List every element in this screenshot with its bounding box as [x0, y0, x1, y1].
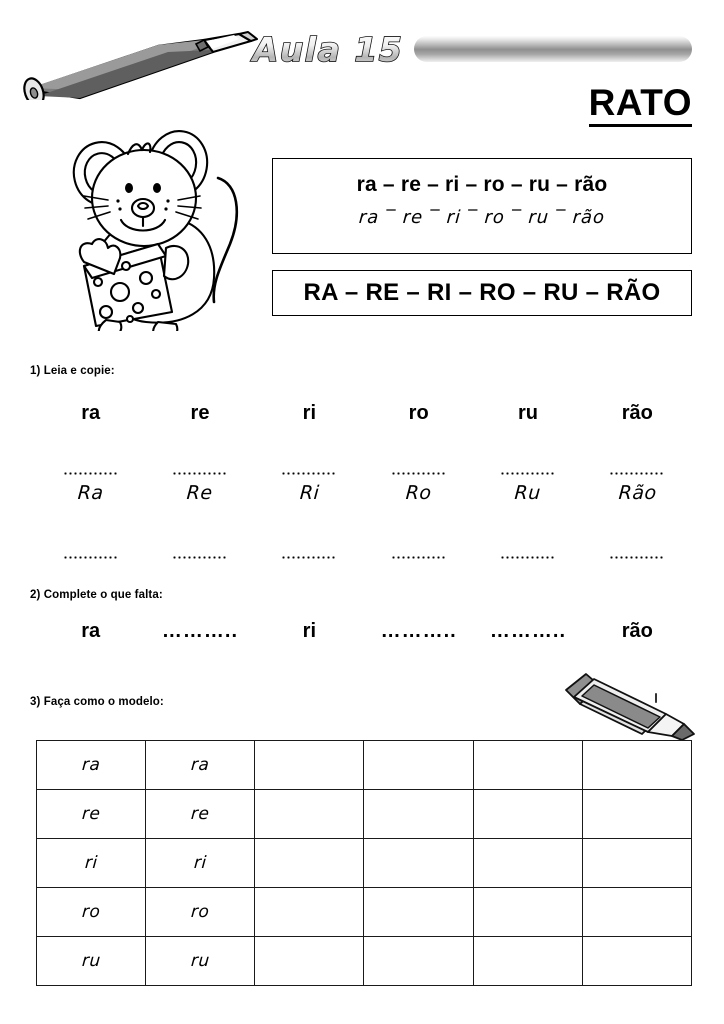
- writing-line[interactable]: [36, 546, 145, 564]
- syllable-print: ra: [81, 402, 101, 424]
- syllable-print: ru: [517, 402, 538, 424]
- exercise-1-heading: 1) Leia e copie:: [30, 365, 115, 377]
- syllable-box-uppercase: [272, 270, 692, 316]
- syllable-given: ra: [81, 620, 101, 642]
- exercise-1-cursive-row: [36, 482, 692, 504]
- syllable-given: rão: [621, 620, 653, 642]
- writing-cell[interactable]: [255, 937, 364, 986]
- model-cell: ro: [37, 888, 146, 937]
- syllable-print: ri: [302, 402, 316, 424]
- writing-cell[interactable]: [473, 790, 582, 839]
- writing-line[interactable]: [255, 462, 364, 480]
- writing-line[interactable]: [473, 546, 582, 564]
- writing-cell[interactable]: [582, 741, 691, 790]
- model-cell: ri: [37, 839, 146, 888]
- syllable-box-print: [272, 158, 692, 254]
- writing-cell[interactable]: [255, 888, 364, 937]
- writing-line[interactable]: [364, 546, 473, 564]
- writing-line[interactable]: [255, 546, 364, 564]
- writing-cell[interactable]: [255, 790, 364, 839]
- syllable-cursive: Ra: [76, 482, 105, 504]
- table-row: [37, 839, 692, 888]
- lesson-title: [238, 24, 418, 74]
- lesson-title-text: Aula 15: [252, 30, 404, 69]
- writing-cell[interactable]: [582, 839, 691, 888]
- syllable-cursive: Re: [186, 482, 214, 504]
- crayon-icon: [556, 664, 702, 740]
- syllable-line-cursive: ra ‾ re ‾ ri ‾ ro ‾ ru ‾ rão: [358, 207, 606, 228]
- pencil-icon: [8, 28, 258, 100]
- model-cell: ru: [146, 937, 255, 986]
- exercise-2-heading: 2) Complete o que falta:: [30, 589, 163, 601]
- model-cell: ro: [146, 888, 255, 937]
- syllable-line-print: ra – re – ri – ro – ru – rão: [356, 173, 608, 196]
- exercise-3-heading: 3) Faça como o modelo:: [30, 696, 164, 708]
- table-row: [37, 741, 692, 790]
- writing-cell[interactable]: [255, 741, 364, 790]
- syllable-cursive: Ru: [514, 482, 542, 504]
- writing-cell[interactable]: [364, 741, 473, 790]
- syllable-print: ro: [408, 402, 429, 424]
- model-cell: ri: [146, 839, 255, 888]
- exercise-2-row: [36, 620, 692, 643]
- writing-line[interactable]: [36, 462, 145, 480]
- writing-cell[interactable]: [473, 937, 582, 986]
- writing-cell[interactable]: [364, 839, 473, 888]
- table-row: [37, 937, 692, 986]
- writing-cell[interactable]: [582, 790, 691, 839]
- writing-cell[interactable]: [255, 839, 364, 888]
- writing-line[interactable]: [583, 546, 692, 564]
- writing-line[interactable]: [364, 462, 473, 480]
- model-cell: ra: [146, 741, 255, 790]
- writing-cell[interactable]: [582, 888, 691, 937]
- syllable-print: rão: [621, 402, 653, 424]
- exercise-1-writing-line-top: [36, 462, 692, 480]
- writing-cell[interactable]: [473, 839, 582, 888]
- syllable-print: re: [190, 402, 210, 424]
- syllable-blank[interactable]: ………..: [161, 620, 239, 642]
- writing-cell[interactable]: [364, 888, 473, 937]
- table-row: [37, 888, 692, 937]
- writing-cell[interactable]: [364, 790, 473, 839]
- writing-cell[interactable]: [473, 888, 582, 937]
- model-cell: re: [37, 790, 146, 839]
- writing-line[interactable]: [145, 462, 254, 480]
- writing-cell[interactable]: [473, 741, 582, 790]
- syllable-cursive: Ro: [404, 482, 433, 504]
- model-cell: ra: [37, 741, 146, 790]
- exercise-1-writing-line-bottom: [36, 546, 692, 564]
- writing-line[interactable]: [473, 462, 582, 480]
- writing-line[interactable]: [145, 546, 254, 564]
- model-cell: ru: [37, 937, 146, 986]
- syllable-given: ri: [302, 620, 316, 642]
- syllable-cursive: Ri: [298, 482, 320, 504]
- mouse-with-cheese-icon: [62, 116, 270, 331]
- writing-cell[interactable]: [364, 937, 473, 986]
- writing-line[interactable]: [583, 462, 692, 480]
- exercise-3-model-table: [36, 740, 692, 986]
- syllable-cursive: Rão: [617, 482, 658, 504]
- model-cell: re: [146, 790, 255, 839]
- syllable-line-uppercase: RA – RE – RI – RO – RU – RÃO: [303, 279, 661, 306]
- writing-cell[interactable]: [582, 937, 691, 986]
- syllable-blank[interactable]: ………..: [380, 620, 457, 642]
- table-row: [37, 790, 692, 839]
- header-banner-bar: [414, 36, 692, 62]
- exercise-1-print-row: [36, 402, 692, 425]
- page-title: RATO: [589, 84, 692, 127]
- syllable-blank[interactable]: ………..: [489, 620, 567, 642]
